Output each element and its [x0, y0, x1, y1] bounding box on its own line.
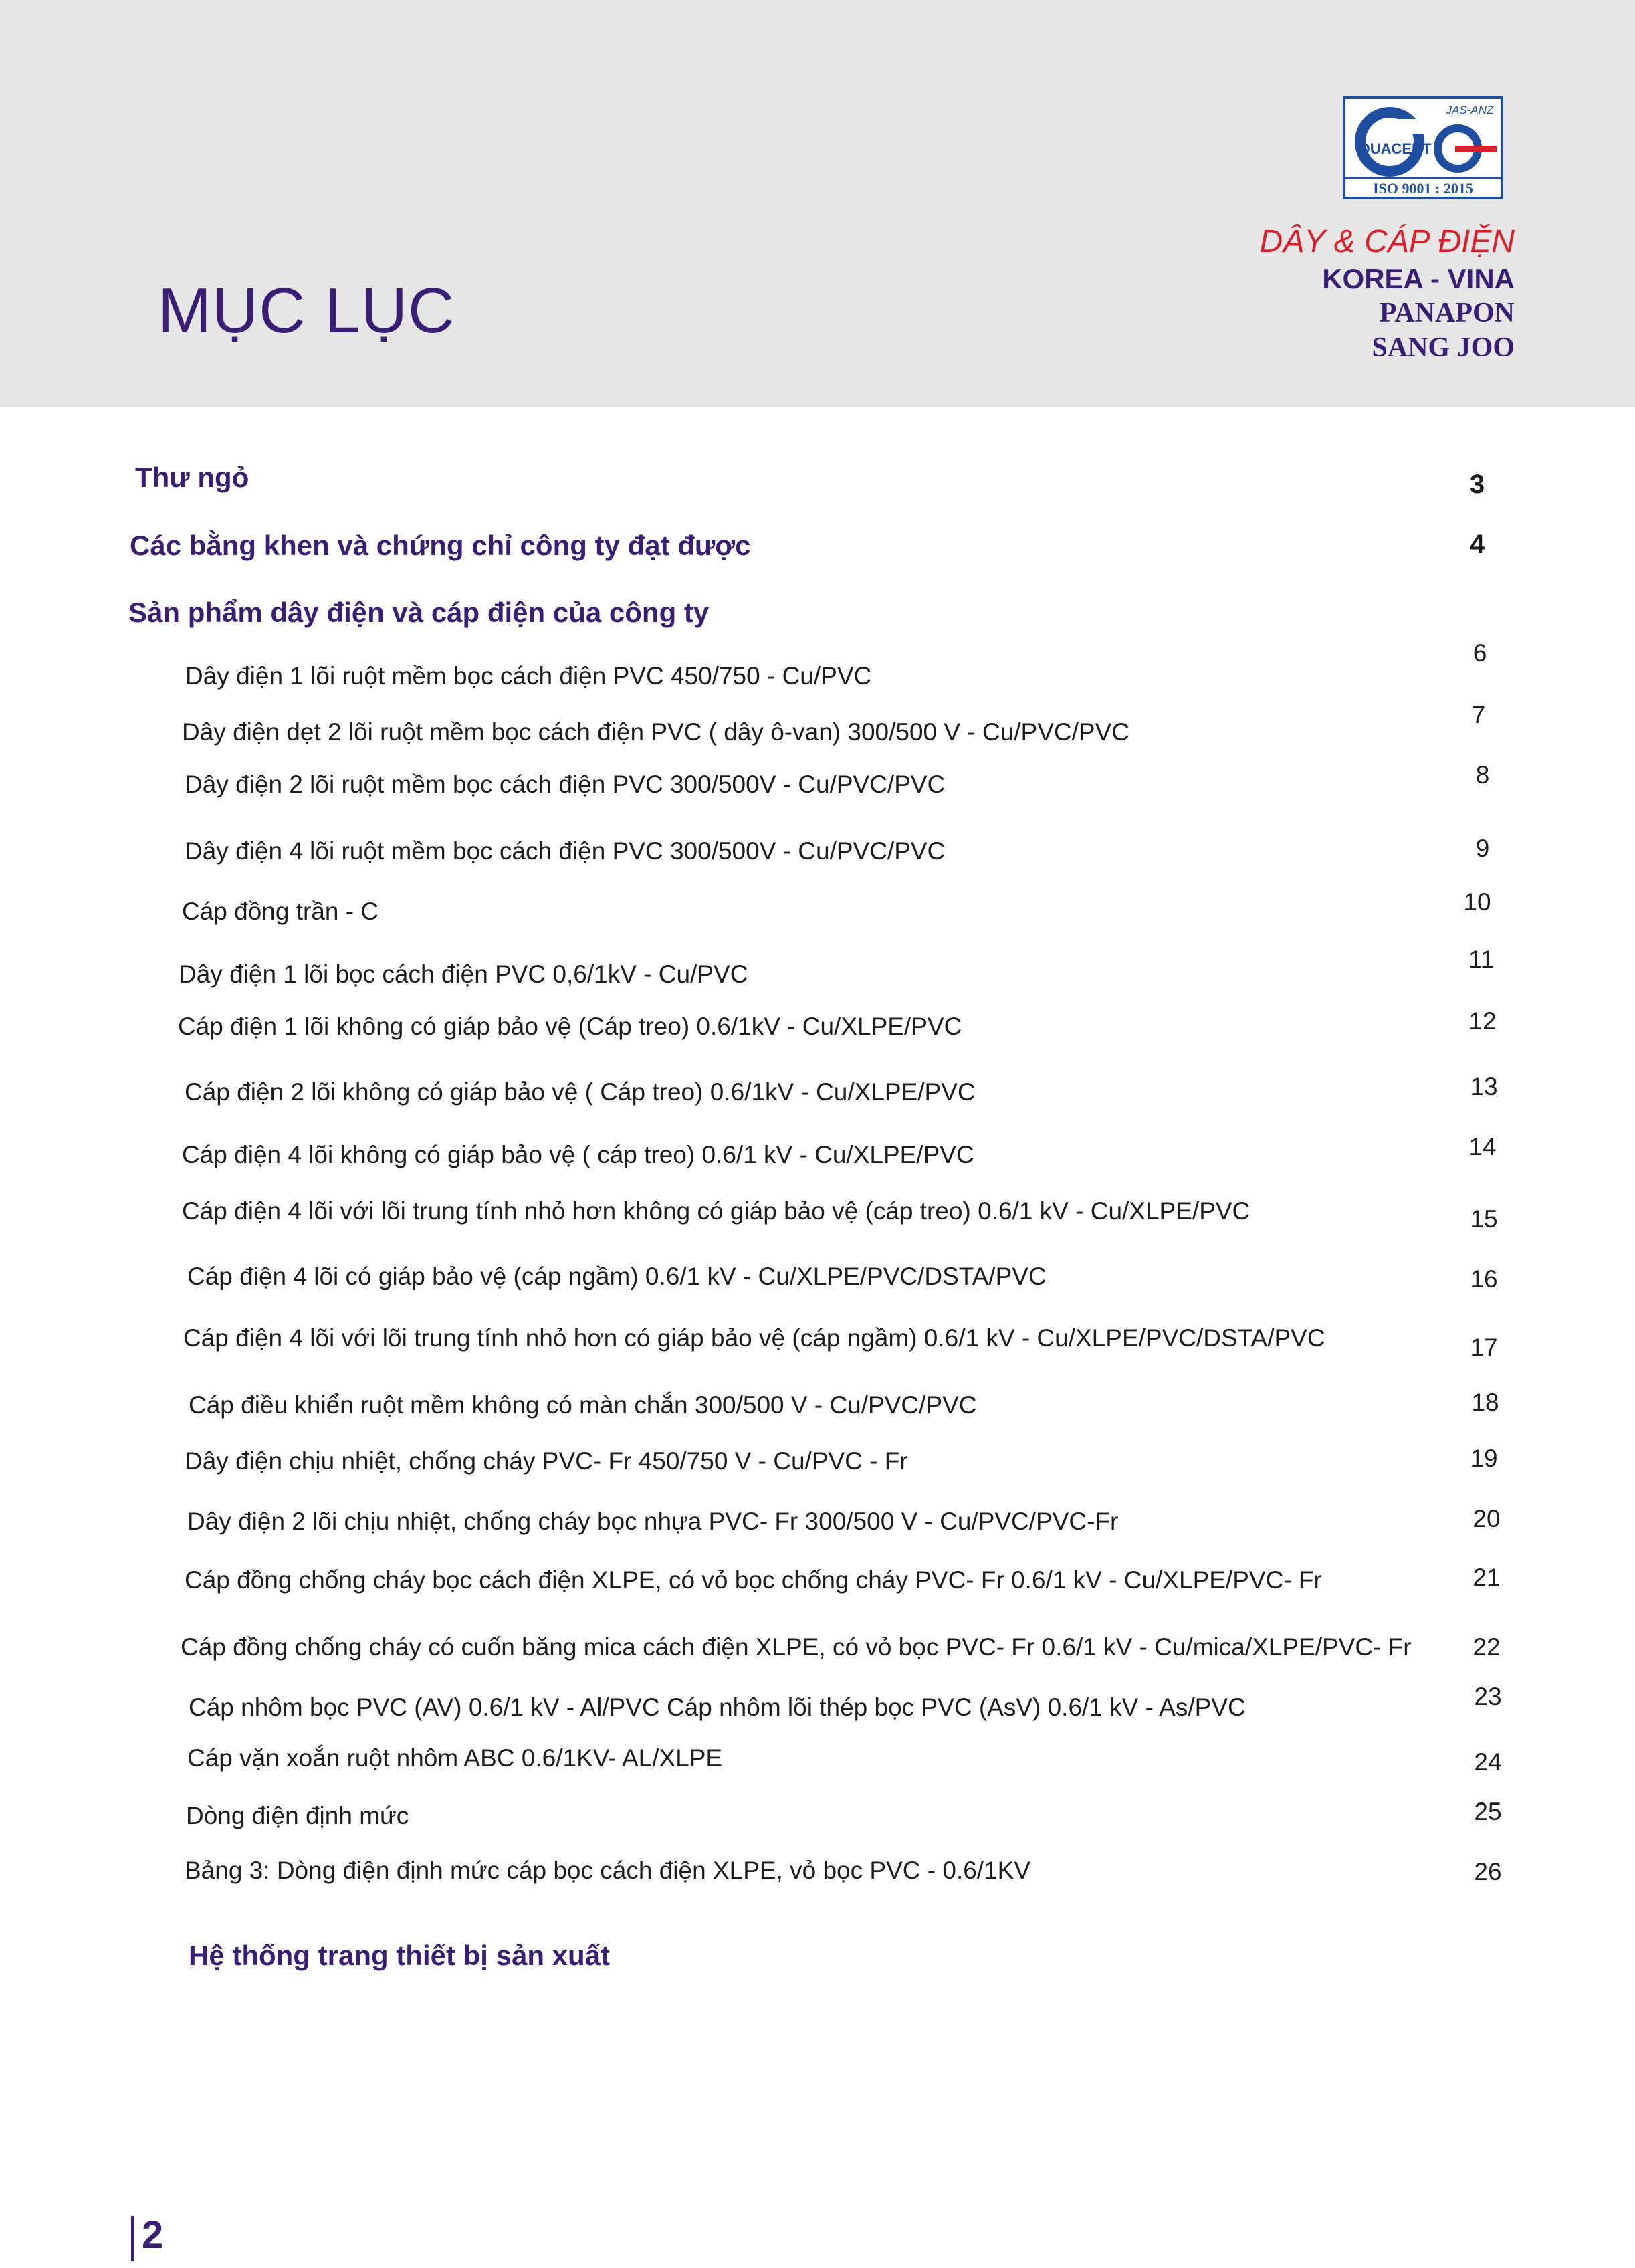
- toc-entry-page: 3: [1469, 470, 1485, 499]
- toc-entry-text: Các bằng khen và chứng chỉ công ty đạt được: [130, 530, 751, 561]
- toc-entry-text: Dây điện 2 lõi chịu nhiệt, chống cháy bọc nhựa PVC- Fr 300/500 V - Cu/PVC/PVC-Fr: [187, 1508, 1119, 1535]
- toc-entry-page: 25: [1474, 1798, 1502, 1825]
- toc-entry-page: 12: [1468, 1007, 1497, 1035]
- toc-entry-page: 8: [1475, 761, 1490, 789]
- toc-entry-text: Dây điện dẹt 2 lõi ruột mềm bọc cách điện PVC ( dây ô-van) 300/500 V - Cu/PVC/PVC: [182, 718, 1129, 746]
- page-number: 2: [142, 2213, 164, 2257]
- toc-entry-page: 10: [1463, 888, 1491, 916]
- toc-entry-text: Cáp điện 4 lõi có giáp bảo vệ (cáp ngầm) 0.6/1 kV - Cu/XLPE/PVC/DSTA/PVC: [187, 1263, 1047, 1290]
- quacert-logo: [1343, 96, 1503, 199]
- toc-entry-page: 7: [1471, 701, 1486, 728]
- toc-entry-page: 17: [1470, 1334, 1498, 1361]
- toc-entry-text: Cáp điện 4 lõi với lõi trung tính nhỏ hơn có giáp bảo vệ (cáp ngầm) 0.6/1 kV - Cu/XLPE/PVC/DSTA/PVC: [183, 1324, 1325, 1352]
- logo-standard: ISO 9001 : 2015: [1373, 180, 1473, 197]
- logo-accreditation: JAS-ANZ: [1446, 104, 1494, 116]
- toc-entry-page: 16: [1470, 1265, 1498, 1293]
- toc-entry-text: Bảng 3: Dòng điện định mức cáp bọc cách điện XLPE, vỏ bọc PVC - 0.6/1KV: [185, 1857, 1031, 1884]
- toc-entry-page: 14: [1468, 1133, 1497, 1160]
- toc-entry-page: 24: [1474, 1748, 1502, 1776]
- toc-entry-text: Dây điện 1 lõi bọc cách điện PVC 0,6/1kV - Cu/PVC: [179, 960, 748, 988]
- toc-entry-page: 23: [1474, 1683, 1502, 1710]
- brand-line-4: SANG JOO: [1372, 332, 1515, 363]
- toc-entry-page: 6: [1473, 639, 1487, 667]
- toc-entry-text: Cáp nhôm bọc PVC (AV) 0.6/1 kV - Al/PVC Cáp nhôm lõi thép bọc PVC (AsV) 0.6/1 kV - As/PVC: [189, 1693, 1246, 1721]
- brand-line-2: KOREA - VINA: [1322, 263, 1515, 294]
- toc-entry-text: Cáp điện 1 lõi không có giáp bảo vệ (Cáp treo) 0.6/1kV - Cu/XLPE/PVC: [178, 1013, 962, 1040]
- toc-entry-text: Cáp đồng chống cháy bọc cách điện XLPE, có vỏ bọc chống cháy PVC- Fr 0.6/1 kV - Cu/XLPE/PVC- Fr: [185, 1566, 1322, 1594]
- toc-entry-page: 4: [1469, 530, 1485, 559]
- brand-line-3: PANAPON: [1379, 298, 1515, 328]
- toc-entry-text: Thư ngỏ: [135, 461, 249, 493]
- toc-entry-text: Dây điện chịu nhiệt, chống cháy PVC- Fr 450/750 V - Cu/PVC - Fr: [185, 1447, 908, 1475]
- toc-entry-page: 22: [1473, 1633, 1501, 1661]
- toc-entry-text: Dòng điện định mức: [186, 1802, 409, 1829]
- page-title: MỤC LỤC: [158, 275, 455, 346]
- toc-entry-page: 11: [1468, 946, 1495, 973]
- toc-entry-text: Dây điện 2 lõi ruột mềm bọc cách điện PVC 300/500V - Cu/PVC/PVC: [185, 770, 946, 798]
- toc-entry-page: 21: [1473, 1564, 1501, 1591]
- toc-entry-page: 9: [1475, 835, 1490, 862]
- brand-line-1: DÂY & CÁP ĐIỆN: [1259, 224, 1515, 260]
- logo-name: QUACERT: [1358, 140, 1432, 157]
- toc-entry-text: Cáp điện 2 lõi không có giáp bảo vệ ( Cáp treo) 0.6/1kV - Cu/XLPE/PVC: [185, 1078, 976, 1106]
- toc-entry-text: Dây điện 1 lõi ruột mềm bọc cách điện PVC 450/750 - Cu/PVC: [185, 662, 872, 690]
- toc-entry-text: Dây điện 4 lõi ruột mềm bọc cách điện PVC 300/500V - Cu/PVC/PVC: [185, 837, 946, 865]
- toc-entry-text: Cáp vặn xoắn ruột nhôm ABC 0.6/1KV- AL/XLPE: [187, 1744, 723, 1772]
- toc-entry-text: Cáp điều khiển ruột mềm không có màn chắn 300/500 V - Cu/PVC/PVC: [189, 1391, 977, 1419]
- toc-entry-page: 26: [1474, 1858, 1502, 1885]
- toc-entry-page: 13: [1470, 1073, 1498, 1100]
- toc-entry-page: 19: [1470, 1445, 1498, 1472]
- toc-entry-text: Hệ thống trang thiết bị sản xuất: [189, 1940, 611, 1971]
- toc-entry-text: Cáp đồng chống cháy có cuốn băng mica cách điện XLPE, có vỏ bọc PVC- Fr 0.6/1 kV - Cu/mica/XLPE/PVC- Fr: [181, 1633, 1412, 1661]
- toc-entry-text: Cáp đồng trần - C: [182, 898, 379, 925]
- toc-entry-text: Sản phẩm dây điện và cáp điện của công ty: [128, 597, 710, 628]
- toc-entry-text: Cáp điện 4 lõi không có giáp bảo vệ ( cáp treo) 0.6/1 kV - Cu/XLPE/PVC: [182, 1141, 974, 1168]
- toc-entry-page: 15: [1470, 1205, 1498, 1233]
- toc-entry-text: Cáp điện 4 lõi với lõi trung tính nhỏ hơn không có giáp bảo vệ (cáp treo) 0.6/1 kV - Cu/XLPE/PVC: [182, 1197, 1250, 1225]
- toc-entry-page: 18: [1471, 1388, 1499, 1416]
- footer-divider: [131, 2216, 134, 2261]
- toc-entry-page: 20: [1473, 1505, 1501, 1532]
